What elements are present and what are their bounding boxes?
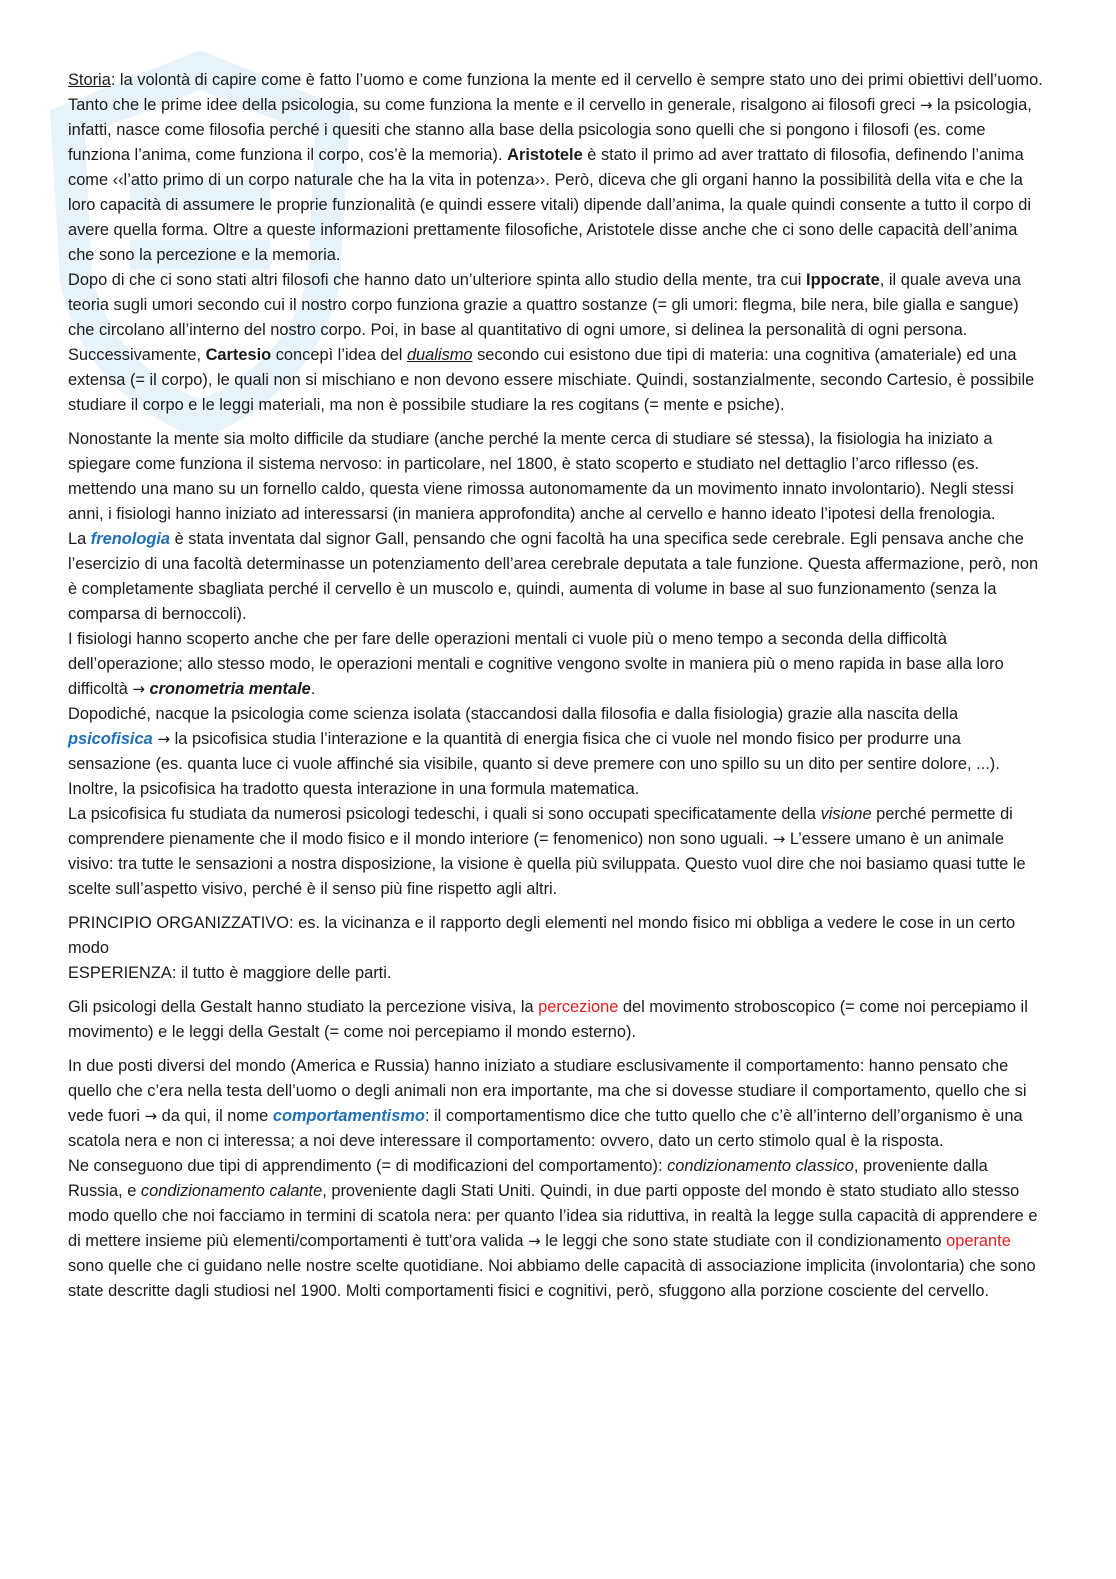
term-comportamentismo: comportamentismo bbox=[272, 1107, 425, 1125]
term-aristotele: Aristotele bbox=[507, 146, 583, 164]
principio-organizzativo: PRINCIPIO ORGANIZZATIVO: es. la vicinanza e il rapporto degli elementi nel mondo fisico mi obbliga a vedere le cose in un certo modo bbox=[68, 914, 1016, 957]
document-body bbox=[68, 68, 1043, 1304]
paragraph-visione: La psicofisica fu studiata da numerosi psicologi tedeschi, i quali si sono occupati specificatamente della visione perché permette di comprendere pienamente che il modo fisico e il mondo interiore (= fenomenico) non sono uguali. → L’essere umano è un animale visivo: tra tutte le sensazioni a nostra disposizione, la visione è quella più sviluppata. Questo vuol dire che noi basiamo quasi tutte le scelte sull’aspetto visivo, perché è il senso più fine rispetto agli altri. bbox=[68, 805, 1026, 898]
paragraph-fisiologia: Nonostante la mente sia molto difficile da studiare (anche perché la mente cerca di studiare sé stessa), la fisiologia ha iniziato a spiegare come funziona il sistema nervoso: in particolare, nel 1800, è stato scoperto e studiato nel dettaglio l’arco riflesso (es. mettendo una mano su un fornello caldo, questa viene rimossa autonomamente da un movimento innato involontario). Negli stessi anni, i fisiologi hanno iniziato ad interessarsi (in maniera approfondita) anche al cervello e hanno ideato l’ipotesi della frenologia. bbox=[68, 430, 1014, 523]
paragraph-cartesio: Successivamente, Cartesio concepì l’idea del dualismo secondo cui esistono due tipi di materia: una cognitiva (amateriale) ed una extensa (= il corpo), le quali non si mischiano e non devono essere mischiate. Quindi, sostanzialmente, secondo Cartesio, è possibile studiare il corpo e le leggi materiali, ma non è possibile studiare la res cogitans (= mente e psiche). bbox=[68, 346, 1035, 414]
term-operante: operante bbox=[946, 1232, 1011, 1250]
paragraph-frenologia: La frenologia è stata inventata dal signor Gall, pensando che ogni facoltà ha una specifica sede cerebrale. Egli pensava anche che l’esercizio di una facoltà determinasse un potenziamento dell’area cerebrale deputata a tale funzione. Questa affermazione, però, non è completamente sbagliata perché il cervello è un muscolo e, quindi, aumenta di volume in base al suo funzionamento (senza la comparsa di bernoccoli). bbox=[68, 530, 1039, 623]
term-condizionamento-classico: condizionamento classico bbox=[667, 1157, 854, 1175]
term-cronometria-mentale: cronometria mentale bbox=[144, 680, 311, 698]
paragraph-condizionamento: Ne conseguono due tipi di apprendimento (= di modificazioni del comportamento): condizionamento classico, proveniente dalla Russia, e condizionamento calante, proveniente dagli Stati Uniti. Quindi, in due parti opposte del mondo è stato studiato allo stesso modo quello che noi facciamo in termini di scatola nera: per quanto l’idea sia riduttiva, in realtà la legge sulla capacità di apprendere e di mettere insieme più elementi/comportamenti è tutt’ora valida → le leggi che sono state studiate con il condizionamento operante sono quelle che ci guidano nelle nostre scelte quotidiane. Noi abbiamo delle capacità di associazione implicita (involontaria) che sono state descritte dagli studiosi nel 1900. Molti comportamenti fisici e cognitivi, però, sfuggono alla porzione cosciente del cervello. bbox=[68, 1157, 1038, 1300]
term-cartesio: Cartesio bbox=[205, 346, 272, 364]
paragraph-comportamentismo: In due posti diversi del mondo (America e Russia) hanno iniziato a studiare esclusivamente il comportamento: hanno pensato che quello che c’era nella testa dell’uomo o degli animali non era importante, ma che si dovesse studiare il comportamento, quello che si vede fuori → da qui, il nome comportamentismo: il comportamentismo dice che tutto quello che c’è all’interno dell’organismo è una scatola nera e non ci interessa; a noi deve interessare il comportamento: ovvero, dato un certo stimolo qual è la risposta. bbox=[68, 1057, 1027, 1150]
arrow-icon: → bbox=[919, 96, 933, 114]
arrow-icon: → bbox=[772, 830, 786, 848]
term-ippocrate: Ippocrate bbox=[806, 271, 880, 289]
paragraph-storia: Storia: la volontà di capire come è fatto l’uomo e come funziona la mente ed il cervello è sempre stato uno dei primi obiettivi dell’uomo. Tanto che le prime idee della psicologia, su come funziona la mente e il cervello in generale, risalgono ai filosofi greci → la psicologia, infatti, nasce come filosofia perché i quesiti che stanno alla base della psicologia sono quelli che si pongono i filosofi (es. come funziona l’anima, come funziona il corpo, cos’è la memoria). Aristotele è stato il primo ad aver trattato di filosofia, definendo l’anima come ‹‹l’atto primo di un corpo naturale che ha la vita in potenza››. Però, diceva che gli organi hanno la possibilità della vita e che la loro capacità di assumere le proprie funzionalità (e quindi essere vitali) dipende dall’anima, la quale quindi consente a tutto il corpo di avere quella forma. Oltre a queste informazioni prettamente filosofiche, Aristotele disse anche che ci sono delle capacità dell’anima che sono la percezione e la memoria. bbox=[68, 71, 1043, 264]
paragraph-gestalt: Gli psicologi della Gestalt hanno studiato la percezione visiva, la percezione del movimento stroboscopico (= come noi percepiamo il movimento) e le leggi della Gestalt (= come noi percepiamo il mondo esterno). bbox=[68, 998, 1028, 1041]
arrow-icon: → bbox=[132, 680, 145, 698]
term-percezione: percezione bbox=[538, 998, 619, 1016]
term-dualismo: dualismo bbox=[406, 346, 473, 364]
term-frenologia: frenologia bbox=[90, 530, 171, 548]
esperienza: ESPERIENZA: il tutto è maggiore delle parti. bbox=[68, 964, 392, 982]
paragraph-cronometria: I fisiologi hanno scoperto anche che per fare delle operazioni mentali ci vuole più o meno tempo a seconda della difficoltà dell’operazione; allo stesso modo, le operazioni mentali e cognitive vengono svolte in maniera più o meno rapida in base alla loro difficoltà → cronometria mentale. bbox=[68, 630, 1004, 698]
paragraph-psicofisica: Dopodiché, nacque la psicologia come scienza isolata (staccandosi dalla filosofia e dalla fisiologia) grazie alla nascita della psicofisica → la psicofisica studia l’interazione e la quantità di energia fisica che ci vuole nel mondo fisico per produrre una sensazione (es. quanta luce ci vuole affinché sia visibile, quanto si deve premere con uno spillo su un dito per sentire dolore, ...). Inoltre, la psicofisica ha tradotto questa interazione in una formula matematica. bbox=[68, 705, 1000, 798]
paragraph-principi bbox=[68, 911, 1043, 986]
arrow-icon: → bbox=[144, 1107, 158, 1125]
arrow-icon: → bbox=[152, 730, 171, 748]
paragraph-ippocrate: Dopo di che ci sono stati altri filosofi che hanno dato un’ulteriore spinta allo studio della mente, tra cui Ippocrate, il quale aveva una teoria sugli umori secondo cui il nostro corpo funziona grazie a quattro sostanze (= gli umori: flegma, bile nera, bile gialla e sangue) che circolano all’interno del nostro corpo. Poi, in base al quantitativo di ogni umore, si delinea la personalità di ogni persona. bbox=[68, 271, 1022, 339]
term-psicofisica: psicofisica bbox=[68, 730, 153, 748]
term-condizionamento-calante: condizionamento calante bbox=[140, 1182, 323, 1200]
heading-storia: Storia bbox=[68, 71, 111, 89]
arrow-icon: → bbox=[528, 1232, 541, 1250]
term-visione: visione bbox=[820, 805, 872, 823]
